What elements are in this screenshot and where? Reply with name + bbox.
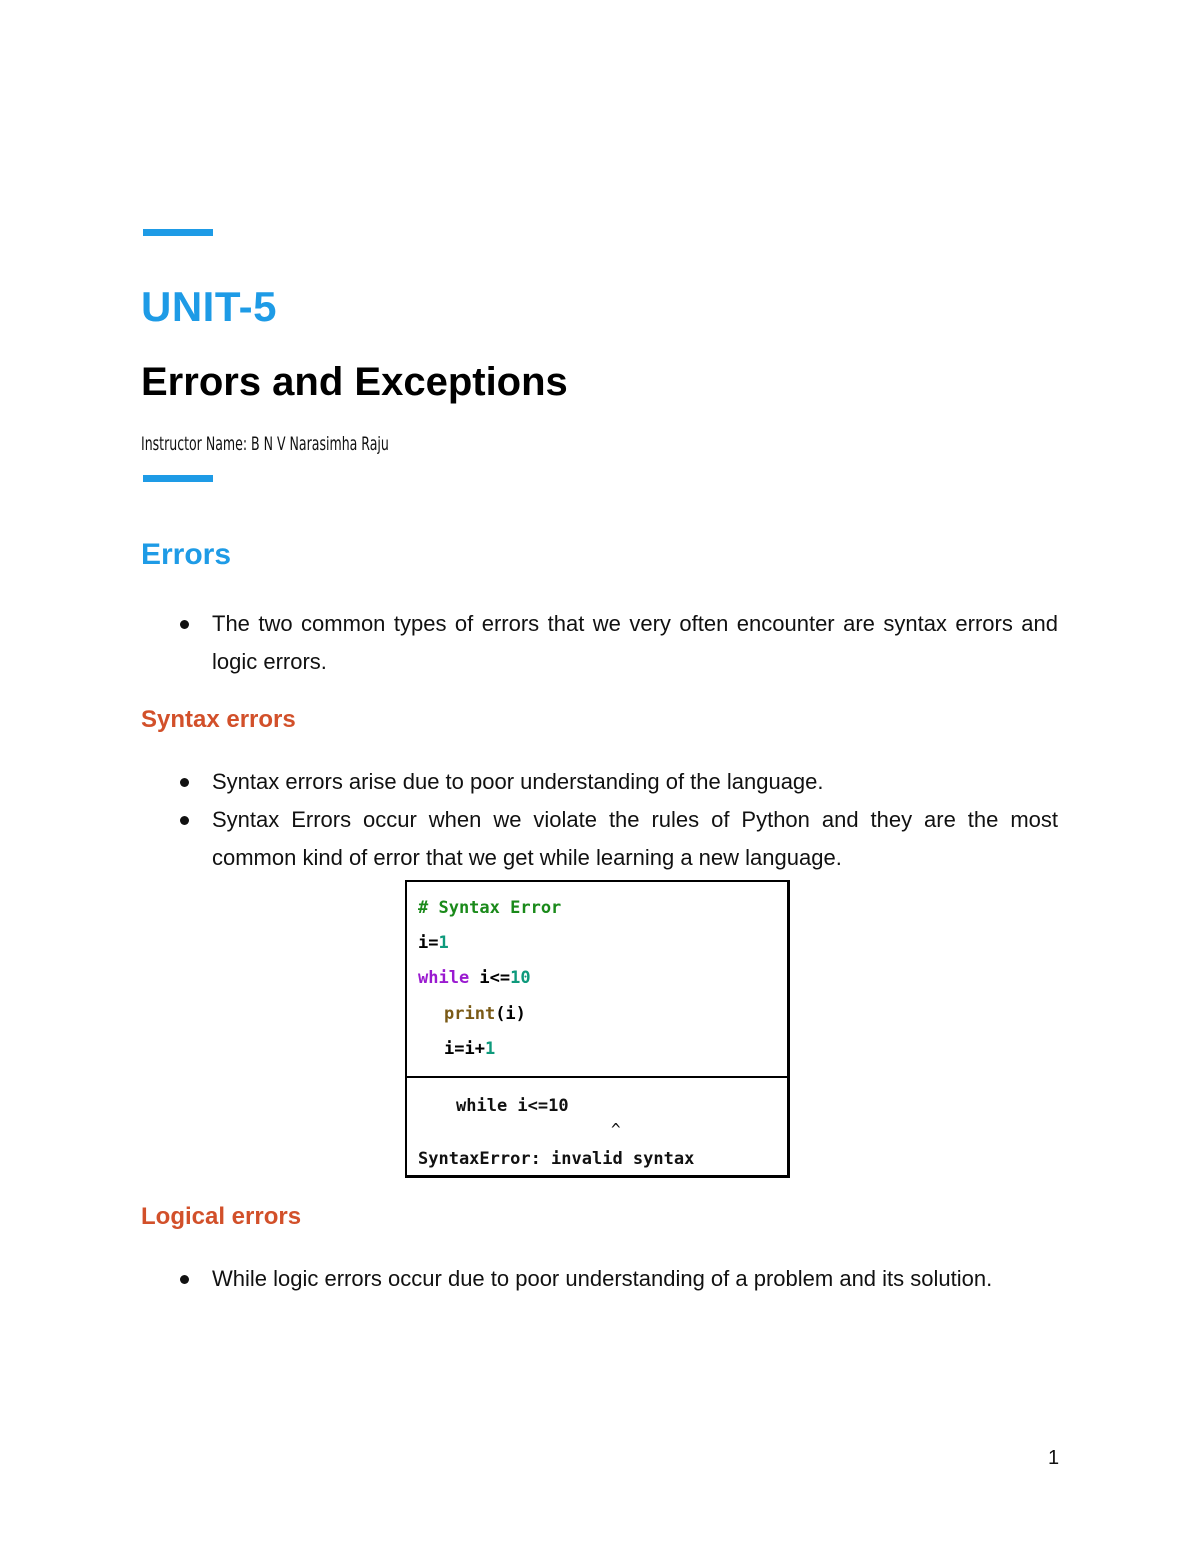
list-item — [212, 1260, 1058, 1298]
code-output-line: while i<=10 — [456, 1096, 569, 1116]
code-output-error: SyntaxError: invalid syntax — [418, 1149, 695, 1169]
code-example-box — [405, 880, 790, 1178]
bullet-icon — [180, 1275, 189, 1284]
accent-bar-top — [143, 229, 213, 236]
code-text: (i) — [495, 1004, 526, 1024]
code-comment-line: # Syntax Error — [418, 898, 562, 918]
code-text: i<= — [469, 968, 511, 988]
errors-bullet-list — [212, 605, 1058, 681]
list-item-text: Syntax Errors occur when we violate the rules of Python and they are the most common kind of error that we get while learning a new language. — [212, 807, 1058, 870]
code-keyword: while — [418, 968, 470, 988]
list-item-text: While logic errors occur due to poor understanding of a problem and its solution. — [212, 1266, 993, 1291]
code-line-print — [444, 1004, 526, 1024]
code-source-panel — [407, 882, 787, 1078]
list-item — [212, 801, 1058, 877]
logical-errors-heading: Logical errors — [141, 1203, 302, 1230]
code-number: 10 — [510, 968, 531, 988]
code-text: i= — [418, 933, 439, 953]
document-title: Errors and Exceptions — [141, 360, 568, 404]
bullet-icon — [180, 816, 189, 825]
code-function: print — [444, 1004, 496, 1024]
bullet-icon — [180, 620, 189, 629]
logical-bullet-list — [212, 1260, 1058, 1298]
code-number: 1 — [484, 1039, 496, 1059]
syntax-bullet-list — [212, 763, 1058, 877]
bullet-icon — [180, 778, 189, 787]
code-text: i=i+ — [444, 1039, 485, 1059]
code-line-assign — [418, 933, 449, 953]
list-item-text: The two common types of errors that we very often encounter are syntax errors and logic errors. — [212, 611, 1058, 674]
code-number: 1 — [438, 933, 449, 953]
caret-marker: ^ — [611, 1120, 621, 1139]
list-item — [212, 605, 1058, 681]
accent-bar-bottom — [143, 475, 213, 482]
list-item-text: Syntax errors arise due to poor understanding of the language. — [212, 769, 824, 794]
unit-title: UNIT-5 — [141, 283, 278, 330]
code-line-increment — [444, 1039, 495, 1059]
syntax-errors-heading: Syntax errors — [141, 706, 296, 733]
page-number: 1 — [1048, 1447, 1060, 1469]
code-line-while — [418, 968, 531, 988]
errors-heading: Errors — [141, 538, 232, 571]
list-item — [212, 763, 1058, 801]
instructor-name: Instructor Name: B N V Narasimha Raju — [141, 433, 389, 455]
